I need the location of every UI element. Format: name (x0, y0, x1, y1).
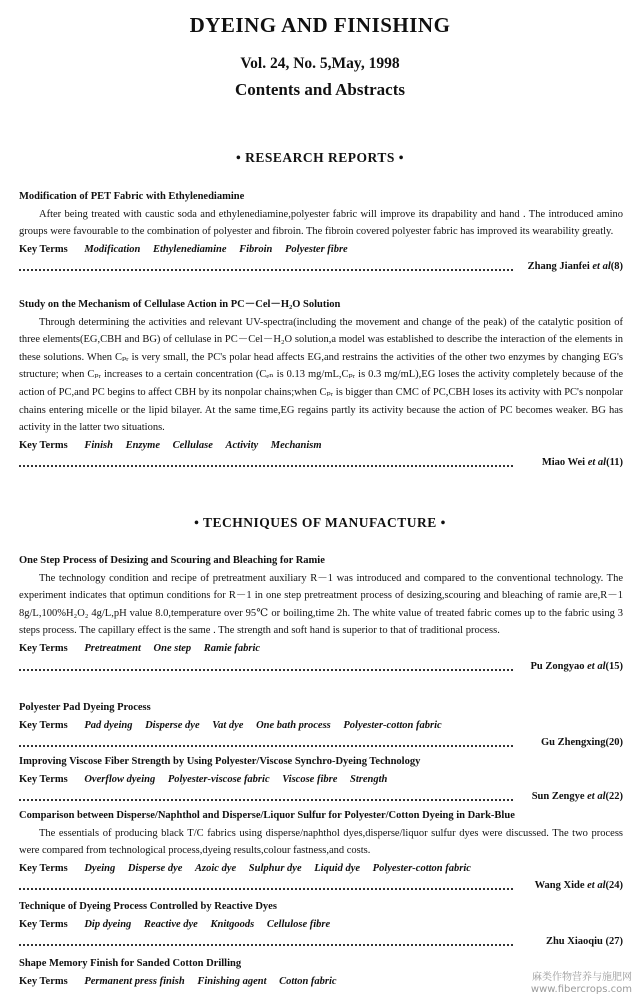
key-term: Overflow dyeing (84, 773, 156, 785)
author-etal: et al (587, 791, 606, 803)
key-term: Finishing agent (197, 975, 267, 987)
key-term: Dyeing (84, 862, 116, 874)
author-name: Wang Xide (534, 880, 585, 892)
key-terms-label: Key Terms (19, 918, 68, 930)
article-entry (19, 753, 623, 805)
key-term: Finish (84, 439, 113, 451)
key-term: One step (153, 642, 192, 654)
key-term: Azoic dye (195, 862, 237, 874)
author-reference (527, 658, 623, 676)
key-term: Polyester-cotton fabric (372, 862, 471, 874)
page-number: (20) (605, 737, 623, 749)
dot-leader (19, 465, 513, 467)
article-title: Polyester Pad Dyeing Process (19, 702, 151, 713)
watermark-cn: 麻类作物营养与施肥网 (532, 972, 632, 983)
key-terms-label: Key Terms (19, 243, 68, 255)
dot-leader (19, 799, 513, 801)
key-term: Fibroin (239, 243, 273, 255)
dot-leader (19, 745, 513, 747)
article-title: Shape Memory Finish for Sanded Cotton Drilling (19, 958, 242, 969)
key-terms-label: Key Terms (19, 975, 68, 987)
issue-info: Vol. 24, No. 5,May, 1998 (240, 55, 400, 72)
author-name: Sun Zengye (531, 791, 585, 803)
author-reference (542, 933, 623, 951)
key-term: Activity (225, 439, 259, 451)
key-term: Disperse dye (127, 862, 183, 874)
author-reference (531, 877, 623, 895)
key-terms-label: Key Terms (19, 642, 68, 654)
key-terms-label: Key Terms (19, 862, 68, 874)
key-term: Permanent press finish (84, 975, 185, 987)
page-number: (22) (605, 791, 623, 803)
key-term: Ramie fabric (203, 642, 261, 654)
key-term: Strength (349, 773, 388, 785)
author-etal: et al (592, 261, 611, 273)
key-term: Sulphur dye (248, 862, 302, 874)
key-term: Polyester-viscose fabric (167, 773, 270, 785)
author-name: Miao Wei (541, 457, 586, 469)
page-number: (27) (605, 936, 623, 948)
page-number: (24) (605, 880, 623, 892)
page-number: (15) (605, 660, 623, 672)
key-term: Vat dye (212, 719, 244, 731)
key-term: Cellulose fibre (266, 918, 331, 930)
author-reference (538, 454, 623, 472)
article-title: Modification of PET Fabric with Ethylenediamine (19, 191, 245, 202)
article-entry (19, 296, 623, 471)
leader-line (19, 877, 623, 894)
author-etal: et al (587, 880, 606, 892)
key-terms-label: Key Terms (19, 719, 68, 731)
key-terms-label: Key Terms (19, 439, 68, 451)
key-term: Cotton fabric (279, 975, 337, 987)
author-reference (524, 258, 623, 276)
article-abstract: After being treated with caustic soda and ethylenediamine,polyester fabric will improve its drapability and hand . The introduced amino groups were favourable to the combination of polyester and fibroin. The fibroin covered polyester fabric has improved its wearability greatly. (19, 208, 623, 238)
watermark-url: www.fibercrops.com (530, 984, 632, 995)
key-term: Pad dyeing (84, 719, 133, 731)
key-terms-label: Key Terms (19, 773, 68, 785)
author-reference (528, 788, 623, 806)
key-term: Dip dyeing (84, 918, 132, 930)
leader-line (19, 258, 623, 275)
author-name: Zhang Jianfei (527, 261, 590, 273)
article-abstract: Through determining the activities and relevant UV-spectra(including the movement and change of the peak) of the catalytic position of three elements(EG,CBH and BG) of cellulase in PC－Cel－H₂O solution,a model was established to describe the interaction of the elements in these solutions. When Cₚᵣ is very small, the PC's polar head affects EG,and restrains the activities of the other two enzymes by changing EG's structure; when Cₚᵣ increases to a certain concentration (Cₑₙ is 0.13 mg/mL,Cₚᵣ is 0.3 mg/mL),EG loses the activity completely because of the action of PC,and PC begins to affect CBH by its nonpolar chains;when Cₚᵣ is bigger than CMC of PC,CBH loses its activity with PC's nonpolar chains entering micelle or the lipid bilayer. At the same time,EG regains partly its activity because the action of PC becomes weaker. BG has activity in the latter two situations. (19, 316, 623, 434)
author-name: Zhu Xiaoqiu (545, 936, 603, 948)
key-term: Disperse dye (145, 719, 200, 731)
page-number: (11) (606, 457, 623, 469)
author-name: Gu Zhengxing (541, 737, 606, 749)
author-etal: et al (587, 457, 607, 469)
leader-line (19, 933, 623, 950)
article-title: Study on the Mechanism of Cellulase Action in PC－Cel－H₂O Solution (19, 299, 341, 310)
key-term: Cellulase (172, 439, 213, 451)
key-term: One bath process (256, 719, 331, 731)
article-entry (19, 898, 623, 950)
dot-leader (19, 944, 513, 946)
article-abstract: The essentials of producing black T/C fabrics using disperse/naphthol dyes,disperse/liquor sulfur dyes were discussed. The two process were compared from technological process,dyeing results,colour fastness,and costs. (19, 827, 623, 857)
key-terms (19, 437, 623, 455)
key-terms (19, 717, 623, 735)
key-term: Viscose fibre (282, 773, 338, 785)
key-term: Polyester fibre (285, 243, 348, 255)
key-terms (19, 771, 623, 789)
key-term: Modification (84, 243, 141, 255)
article-abstract: The technology condition and recipe of pretreatment auxiliary R－1 was introduced and compared to the conventional technology. The experiment indicates that optimun conditions for R－1 in one step pretreatment process of desizing,scouring and bleaching of ramie are,R－1 8g/L,100%H₂O₂ 4g/L,pH value 8.0,temperature over 95℃ or boiling,time 2h. The white value of treated fabric comes up to the fabric using 3 steps process. The capillary effect is the same . The strength and soft hand is superior to that of traditional process. (19, 572, 623, 637)
dot-leader (19, 269, 513, 271)
key-term: Mechanism (270, 439, 322, 451)
dot-leader (19, 888, 513, 890)
article-entry (19, 552, 623, 675)
author-etal: et al (587, 660, 606, 672)
leader-line (19, 734, 623, 751)
key-term: Ethylenediamine (152, 243, 227, 255)
site-watermark (531, 972, 632, 996)
article-entry (19, 807, 623, 894)
article-title: One Step Process of Desizing and Scouring and Bleaching for Ramie (19, 555, 325, 566)
leader-line (19, 788, 623, 805)
author-name: Pu Zongyao (530, 660, 585, 672)
section-heading-research: • RESEARCH REPORTS • (236, 150, 404, 165)
key-term: Knitgoods (210, 918, 255, 930)
key-term: Enzyme (125, 439, 160, 451)
article-title: Comparison between Disperse/Naphthol and Disperse/Liquor Sulfur for Polyester/Cotton Dyeing in Dark-Blue (19, 810, 515, 821)
article-title: Technique of Dyeing Process Controlled by Reactive Dyes (19, 901, 277, 912)
key-terms (19, 640, 623, 658)
article-entry (19, 699, 623, 751)
journal-title: DYEING AND FINISHING (189, 13, 451, 37)
dot-leader (19, 669, 513, 671)
key-term: Liquid dye (314, 862, 361, 874)
section-heading-manufacture: • TECHNIQUES OF MANUFACTURE • (194, 515, 446, 530)
leader-line (19, 454, 623, 471)
page-number: (8) (610, 261, 623, 273)
key-terms (19, 916, 623, 934)
key-term: Reactive dye (143, 918, 198, 930)
article-entry (19, 188, 623, 275)
contents-title: Contents and Abstracts (234, 80, 406, 99)
key-terms (19, 860, 623, 878)
article-title: Improving Viscose Fiber Strength by Using Polyester/Viscose Synchro-Dyeing Technology (19, 756, 421, 767)
author-reference (537, 734, 623, 752)
key-term: Polyester-cotton fabric (343, 719, 442, 731)
key-terms (19, 241, 623, 259)
key-term: Pretreatment (84, 642, 141, 654)
leader-line (19, 658, 623, 675)
